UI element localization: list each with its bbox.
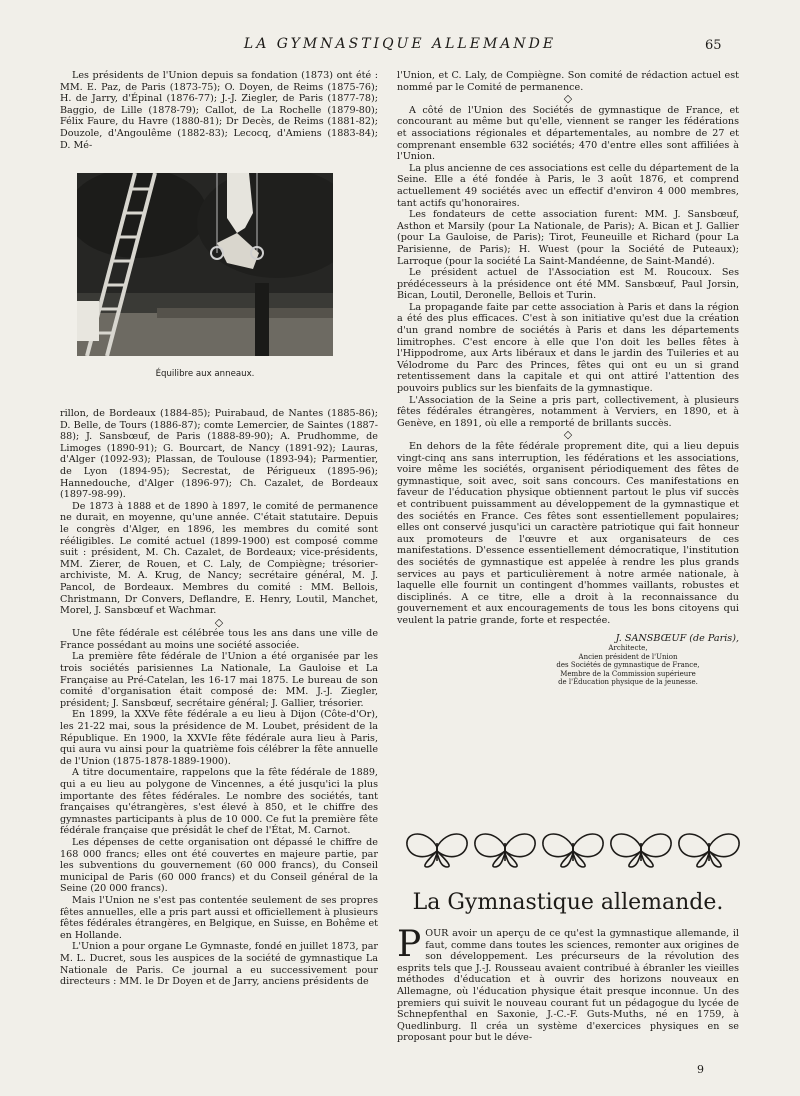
separator-ornament: ◇ <box>563 92 573 106</box>
figure-caption: Équilibre aux anneaux. <box>155 369 255 379</box>
photo-illustration <box>77 173 333 356</box>
left-paragraph: Les dépenses de cette organisation ont dépassé le chiffre de 168 000 francs; elles ont été couvertes en majeure partie, par les subventions du gouvernement (60 000 francs), du Conseil municipal de Paris (60 000 francs) et du Conseil général de la Seine (20 000 francs). <box>60 836 378 895</box>
right-column-section <box>397 924 739 1044</box>
signature-name: J. SANSBŒUF (de Paris), <box>615 632 739 644</box>
right-paragraph: l'Union, et C. Laly, de Compiègne. Son comité de rédaction actuel est nommé par le Comité de permanence. <box>397 70 739 93</box>
dropcap-letter: P <box>397 924 422 965</box>
signature-titles <box>517 644 739 687</box>
signature-line: Ancien président de l'Union <box>578 652 678 661</box>
left-paragraph: rillon, de Bordeaux (1884-85); Puirabaud, de Nantes (1885-86); D. Belle, de Tours (1886-87); comte Lemercier, de Saintes (1887-88); J. Sansbœuf, de Paris (1888-89-90); A. Prudhomme, de Limoges (1890-91); G. Bourcart, de Nancy (1891-92); Lauras, d'Alger (1092-93); Plassan, de Toulouse (1893-94); Parmentier, de Lyon (1894-95); Secrestat, de Périgueux (1895-96); Hannedouche, d'Alger (1896-97); Ch. Cazalet, de Bordeaux (1897-98-99). <box>60 408 378 501</box>
signature-line: des Sociétés de gymnastique de France, <box>556 661 700 670</box>
footer-page-number: 9 <box>697 1063 704 1076</box>
right-paragraph: L'Association de la Seine a pris part, collectivement, à plusieurs fêtes fédérales étrangères, notamment à Verviers, en 1890, et à Genève, en 1891, où elle a remporté de brillants succès. <box>397 394 739 429</box>
right-paragraph: Le président actuel de l'Association est M. Roucoux. Ses prédécesseurs à la présidence ont été MM. Sansbœuf, Paul Jorsin, Bican, Loutil, Deronelle, Bellois et Turin. <box>397 267 739 302</box>
photo-rings-balance <box>77 173 333 356</box>
separator-ornament: ◇ <box>563 428 573 442</box>
running-header-title: LA GYMNASTIQUE ALLEMANDE <box>243 36 557 52</box>
presidents-paragraph: Les présidents de l'Union depuis sa fondation (1873) ont été : MM. E. Paz, de Paris (1873-75); O. Doyen, de Reims (1875-76); H. de Jarry, d'Épinal (1876-77); J.-J. Ziegler, de Paris (1877-78); Baggio, de Lille (1878-79); Callot, de La Rochelle (1879-80); Félix Faure, du Havre (1880-81); Dr Decès, de Reims (1881-82); Douzole, d'Angoulême (1882-83); Lecocq, d'Amiens (1883-84); D. Mé- <box>60 70 378 151</box>
right-paragraph: A côté de l'Union des Sociétés de gymnastique de France, et concourant au même but qu'elle, viennent se ranger les fédérations et associations régionales et départementales, au nombre de 27 et comprenant ensemble 632 sociétés; 470 d'entre elles sont affiliées à l'Union. <box>397 104 739 163</box>
left-paragraph: La première fête fédérale de l'Union a été organisée par les trois sociétés parisiennes La Nationale, La Gauloise et La Française au Pré-Catelan, les 16-17 mai 1875. Le bureau de son comité d'organisation était composé de: MM. J.-J. Ziegler, président; J. Sansbœuf, secrétaire général; J. Gallier, trésorier. <box>60 651 378 709</box>
left-paragraph: Mais l'Union ne s'est pas contentée seulement de ses propres fêtes annuelles, elle a pris part aussi et officiellement à plusieurs fêtes fédérales étrangères, en Belgique, en Suisse, en Bohême et en Hollande. <box>60 894 378 941</box>
left-column-top <box>60 70 378 151</box>
signature-line: Membre de la Commission supérieure <box>560 669 696 678</box>
left-paragraph: A titre documentaire, rappelons que la fête fédérale de 1889, qui a eu lieu au polygone de Vincennes, a été jusqu'ici la plus importante des fêtes fédérales. Le nombre des sociétés, tant françaises qu'étrangères, s'est élevé à 850, et le chiffre des gymnastes participants à plus de 10 000. Ce fut la première fête fédérale française que présidât le chef de l'État, M. Carnot. <box>60 767 378 837</box>
section-paragraph <box>397 924 739 1044</box>
left-paragraph: L'Union a pour organe Le Gymnaste, fondé en juillet 1873, par M. L. Ducret, sous les auspices de la société de gymnastique La Nationale de Paris. Ce journal a eu successivement pour directeurs : MM. le Dr Doyen et de Jarry, anciens présidents de <box>60 941 378 988</box>
separator-ornament: ◇ <box>214 615 224 629</box>
right-paragraph: En dehors de la fête fédérale proprement dite, qui a lieu depuis vingt-cinq ans sans interruption, les fédérations et les associations, voire même les sociétés, organisent périodiquement des fêtes de gymnastique, soit avec, soit sans concours. Ces manifestations en faveur de l'éducation physique obtiennent partout le plus vif succès et contribuent puissamment au développement de la gymnastique et des sociétés en France. Ces fêtes sont essentiellement populaires; elles ont conservé jusqu'ici un caractère patriotique qui fait honneur aux promoteurs de l'œuvre et aux organisateurs de ces manifestations. D'essence essentiellement démocratique, l'institution des sociétés de gymnastique est appelée à rendre les plus grands services au pays et particulièrement à notre armée nationale, à laquelle elle fournit un contingent d'hommes vaillants, robustes et disciplinés. A ce titre, elle a droit à la reconnaissance du gouvernement et aux encouragements de tous les bons citoyens qui veulent la patrie grande, forte et respectée. <box>397 441 739 626</box>
left-paragraph: De 1873 à 1888 et de 1890 à 1897, le comité de permanence ne durait, en moyenne, qu'une année. C'était statutaire. Depuis le congrès d'Alger, en 1896, les membres du comité sont rééligibles. Le comité actuel (1899-1900) est composé comme suit : président, M. Ch. Cazalet, de Bordeaux; vice-présidents, MM. Zierer, de Rouen, et C. Laly, de Compiègne; trésorier-archiviste, M. A. Krug, de Nancy; secrétaire général, M. J. Pancol, de Bordeaux. Membres du comité : MM. Bellois, Christmann, Dr Convers, Deflandre, E. Henry, Loutil, Manchet, Morel, J. Sansbœuf et Wachmar. <box>60 500 378 617</box>
section-paragraph-text: OUR avoir un aperçu de ce qu'est la gymnastique allemande, il faut, comme dans toutes les sciences, remonter aux origines de son développement. Les précurseurs de la révolution des esprits tels que J.-J. Rousseau avaient contribué à ébranler les vieilles méthodes d'éducation et à ouvrir des horizons nouveaux en Allemagne, où l'éducation physique était presque inconnue. Un des premiers qui suivit le nouveau courant fut un pédagogue du lycée de Schnepfenthal en Saxonie, J.-C.-F. Guts-Muths, né en 1759, à Quedlinburg. Il créa un système d'exercices physiques en se proposant pour but le déve- <box>397 928 739 1044</box>
section-title: La Gymnastique allemande. <box>412 890 724 915</box>
right-column-upper <box>397 70 739 687</box>
right-paragraph: Les fondateurs de cette association furent: MM. J. Sansbœuf, Asthon et Marsily (pour La Nationale, de Paris); A. Bican et J. Gallier (pour La Gauloise, de Paris); Tirot, Feuneuille et Richard (pour La Parisienne, de Paris); H. Wuest (pour la Société de Puteaux); Larroque (pour la société La Saint-Mandéenne, de Saint-Mandé). <box>397 209 739 267</box>
left-paragraph: En 1899, la XXVe fête fédérale a eu lieu à Dijon (Côte-d'Or), les 21-22 mai, sous la présidence de M. Loubet, président de la République. En 1900, la XXVIe fête fédérale aura lieu à Paris, qui aura vu ainsi pour la quatrième fois célébrer la fête annuelle de l'Union (1875-1878-1889-1900). <box>60 709 378 767</box>
right-paragraph: La propagande faite par cette association à Paris et dans la région a été des plus efficaces. C'est à son initiative qu'est due la création d'un grand nombre de sociétés à Paris et dans les départements limitrophes. C'est encore à elle que l'on doit les belles fêtes à l'Hippodrome, aux Arts libéraux et dans le jardin des Tuileries et au Vélodrome du Parc des Princes, fêtes qui ont eu un si grand retentissement dans la capitale et qui ont attiré l'attention des pouvoirs publics sur les bienfaits de la gymnastique. <box>397 301 739 395</box>
signature-line: de l'Éducation physique de la jeunesse. <box>558 678 698 687</box>
running-header-page-number: 65 <box>705 38 722 53</box>
signature-line: Architecte, <box>608 644 648 653</box>
right-paragraph: La plus ancienne de ces associations est celle du département de la Seine. Elle a été fondée à Paris, le 3 août 1876, et comprend actuellement 49 sociétés avec un effectif d'environ 4 000 membres, tant actifs qu'honoraires. <box>397 162 739 209</box>
left-column-lower <box>60 408 378 988</box>
moth-ornament-band <box>403 825 743 870</box>
left-paragraph: Une fête fédérale est célébrée tous les ans dans une ville de France possédant au moins une société associée. <box>60 628 378 651</box>
